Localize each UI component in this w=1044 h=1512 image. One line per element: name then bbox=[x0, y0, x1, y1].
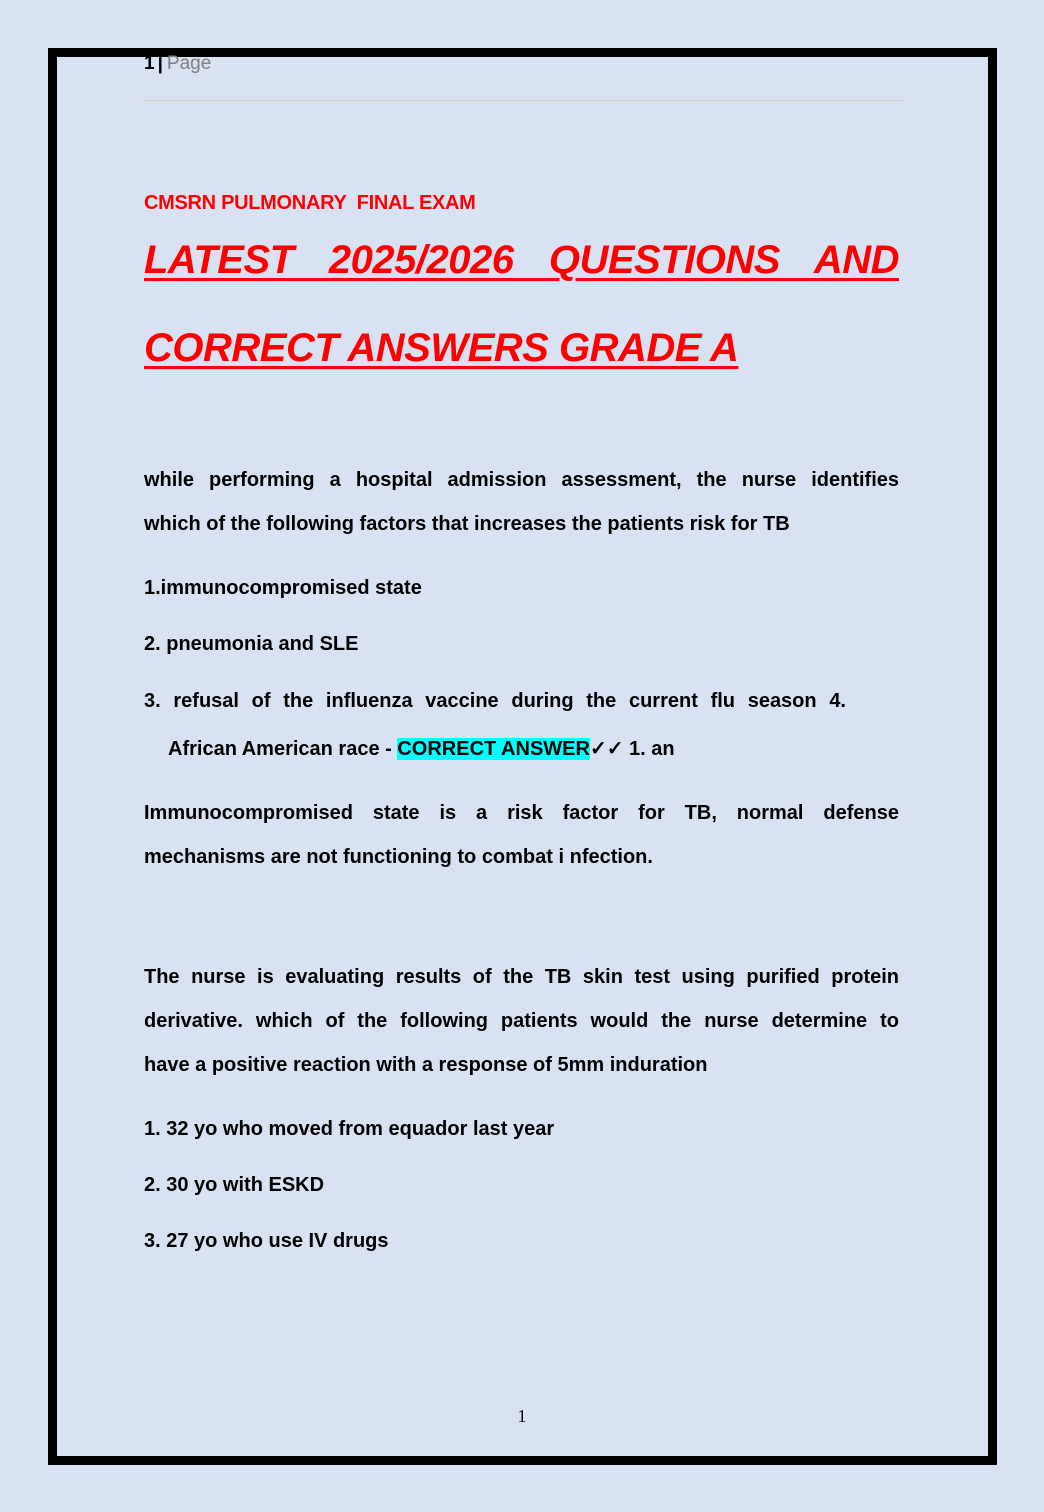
document-title-line-2: CORRECT ANSWERS GRADE A bbox=[144, 326, 739, 370]
question-1-option-2: 2. pneumonia and SLE bbox=[144, 633, 359, 655]
header-separator: | bbox=[157, 53, 163, 74]
question-2-option-3: 3. 27 yo who use IV drugs bbox=[144, 1230, 389, 1252]
header-divider bbox=[142, 100, 904, 101]
question-1-rationale-line-1: Immunocompromised state is a risk factor for TB, normal defense bbox=[144, 802, 899, 824]
question-2-option-1: 1. 32 yo who moved from equador last year bbox=[144, 1118, 555, 1140]
question-1-answer-line bbox=[168, 727, 898, 771]
question-2-stem-line-3: have a positive reaction with a response of 5mm induration bbox=[144, 1054, 708, 1076]
question-1-option-4: African American race - bbox=[168, 738, 398, 760]
footer-page-number: 1 bbox=[517, 1406, 527, 1426]
question-2-stem-line-2: derivative. which of the following patients would the nurse determine to bbox=[144, 1010, 899, 1032]
check-icon: ✓✓ 1. an bbox=[589, 738, 675, 760]
question-2-option-2: 2. 30 yo with ESKD bbox=[144, 1174, 325, 1196]
document-title-line-1: LATEST 2025/2026 QUESTIONS AND bbox=[144, 238, 899, 282]
question-2-stem-line-1: The nurse is evaluating results of the TB skin test using purified protein bbox=[144, 966, 899, 988]
document-subtitle: CMSRN PULMONARY FINAL EXAM bbox=[144, 192, 476, 214]
question-1-option-3: 3. refusal of the influenza vaccine during the current flu season 4. bbox=[144, 690, 846, 712]
correct-answer-label: CORRECT ANSWER bbox=[397, 738, 590, 760]
question-1-stem-line-1: while performing a hospital admission assessment, the nurse identifies bbox=[144, 469, 899, 491]
question-1-option-1: 1.immunocompromised state bbox=[144, 577, 422, 599]
question-1-stem-line-2: which of the following factors that increases the patients risk for TB bbox=[144, 513, 790, 535]
page-header bbox=[144, 53, 211, 75]
question-1-rationale-line-2: mechanisms are not functioning to combat i nfection. bbox=[144, 846, 653, 868]
header-page-word: Page bbox=[166, 53, 212, 74]
header-page-number: 1 bbox=[144, 53, 155, 74]
